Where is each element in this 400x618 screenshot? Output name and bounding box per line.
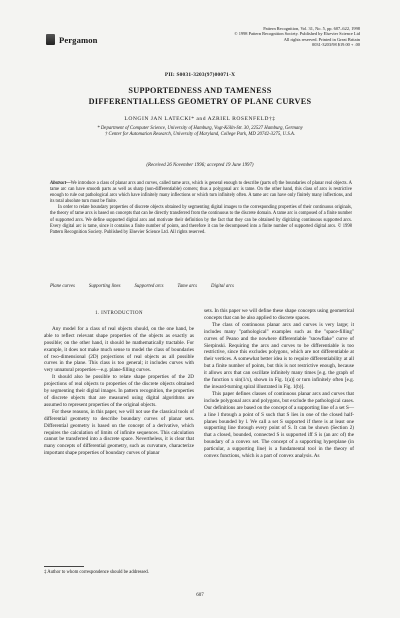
journal-citation: Pattern Recognition, Vol. 31, No. 5, pp. 607–622, 1998 xyxy=(263,26,360,31)
abstract-text-1: We introduce a class of planar arcs and curves, called tame arcs, which is general enough to describe (parts of) the boundaries of planar real objects. A tame arc can have smooth parts as well as sharp (non-differentiable) corners; thus a polygonal arc is tame. On the other hand, this class of arcs is restrictive enough to rule out pathological arcs which have infinitely many inflections or which turn infinitely often. A tame arc can have only finitely many inflections, and its total absolute turn must be finite. xyxy=(50,181,352,205)
keyword: Digital arcs xyxy=(211,284,234,289)
pii-identifier: PII: S0031-3203(97)00071-X xyxy=(164,72,236,78)
abstract xyxy=(50,181,352,236)
left-column xyxy=(44,308,194,457)
body-paragraph: sets. In this paper we will define these shape concepts using geometrical concepts that can be also applied to discrete spaces. xyxy=(204,308,354,321)
author-list: LONGIN JAN LATECKI* and AZRIEL ROSENFELD†‡ xyxy=(124,116,276,122)
keywords xyxy=(50,284,352,289)
abstract-text-2: In order to relate boundary properties of discrete objects obtained by segmenting digital images to the corresponding properties of their continuous originals, the theory of tame arcs is based on concepts that can be directly transferred from the continuous to the discrete domain. A tame arc is composed of a finite number of supported arcs. We define supported digital arcs and motivate their definition by the fact that they can be obtained by digitizing continuous supported arcs. Every digital arc is tame, since it contains a finite number of points, and therefore it can be decomposed into a finite number of supported digital arcs. xyxy=(50,205,352,229)
paper-title xyxy=(0,86,400,107)
affiliations xyxy=(60,126,340,138)
pergamon-logo-icon xyxy=(46,34,55,45)
keyword: Supporting lines xyxy=(88,284,121,289)
journal-copyright: © 1998 Pattern Recognition Society. Published by Elsevier Science Ltd xyxy=(234,31,360,37)
keyword: Plane curves xyxy=(50,284,75,289)
body-paragraph: The class of continuous planar arcs and curves is very large; it includes many "pathological" examples such as the "space-filling" curves of Peano and the nowhere differentiable "snowflake" curve of Sierpinski. Requiring the arcs and curves to be differentiable is too restrictive, since this excludes polygons, which are not differentiable at their vertices. A somewhat better idea is to require differentiability at all but a finite number of points, but this is not restrictive enough, because it allows arcs that can oscillate infinitely many times [e.g. the graph of the function x sin(1/x), shown in Fig. 1(a)] or turn infinitely often [e.g. the inward-turning spiral illustrated in Fig. 1(b)]. xyxy=(204,321,354,390)
body-paragraph: It should also be possible to relate shape properties of the 2D projections of real objects to properties of the discrete objects obtained by segmenting their digital images. In pattern recognition, the properties of discrete objects that are measured using digital algorithms are assumed to represent properties of the original objects. xyxy=(44,374,194,408)
publisher-name: Pergamon xyxy=(59,34,98,45)
footnote: ‡ Author to whom correspondence should be addressed. xyxy=(44,570,149,575)
keyword: Supported arcs xyxy=(134,284,164,289)
body-paragraph: This paper defines classes of continuous planar arcs and curves that include polygonal arcs and polygons, but exclude the pathological cases. Our definitions are based on the concept of a supporting line of a set S—a line l through a point of S such that S lies in one of the closed half-planes bounded by l. We call a set S supported if there is at least one supporting line through every point of S. It can be shown (Section 2) that a closed, bounded, connected S is supported iff S is (an arc of) the boundary of a convex set. The concept of a supporting hyperplane (in particular, a supporting line) is a fundamental tool in the theory of convex functions, which is a part of convex analysis. As xyxy=(204,390,354,460)
title-line-1: SUPPORTEDNESS AND TAMENESS xyxy=(128,86,272,95)
journal-rights: All rights reserved. Printed in Great Britain xyxy=(283,36,360,42)
journal-info xyxy=(234,26,360,48)
title-line-2: DIFFERENTIALLESS GEOMETRY OF PLANE CURVES xyxy=(88,96,312,106)
abstract-paragraph-1 xyxy=(50,181,352,205)
journal-issn: 0031-3203/98 $19.00 + .00 xyxy=(312,42,360,48)
received-dates: (Received 26 November 1996; accepted 19 June 1997) xyxy=(146,163,254,168)
right-column xyxy=(204,308,354,460)
affiliation-maryland: † Center for Automation Research, University of Maryland, College Park, MD 20742-3275, U.S.A. xyxy=(104,132,296,138)
abstract-copyright: © 1998 Pattern Recognition Society. Published by Elsevier Science Ltd. All rights reserved. xyxy=(50,223,353,235)
abstract-lead: Abstract— xyxy=(50,181,71,186)
page-number: 607 xyxy=(196,593,204,598)
section-heading-introduction: 1. INTRODUCTION xyxy=(95,311,143,316)
publisher-logo xyxy=(46,34,98,45)
keyword: Tame arcs xyxy=(177,284,198,289)
abstract-paragraph-2 xyxy=(50,205,352,235)
body-paragraph: For these reasons, in this paper, we will not use the classical tools of differential geometry to describe boundary curves of planar sets. Differential geometry is based on the concept of a derivative, which requires the calculation of limits of infinite sequences. This calculation cannot be transferred into a discrete space. Nevertheless, it is clear that many concepts of differential geometry, such as curvature, characterize important shape properties of boundary curves of planar xyxy=(44,408,194,457)
affiliation-hamburg: * Department of Computer Science, University of Hamburg, Vogt-Kölln-Str. 30, 22527 Hamburg, Germany xyxy=(97,126,303,131)
body-paragraph: Any model for a class of real objects should, on the one hand, be able to reflect relevant shape properties of the objects as exactly as possible; on the other hand, it should be mathematically tractable. For example, it does not make much sense to model the class of boundaries of two-dimensional (2D) projections of real objects as all possible curves in the plane. This class is too general; it includes curves with very unnatural properties—e.g. plane-filling curves. xyxy=(44,325,194,374)
journal-header xyxy=(44,26,360,62)
footnote-divider xyxy=(44,566,84,567)
